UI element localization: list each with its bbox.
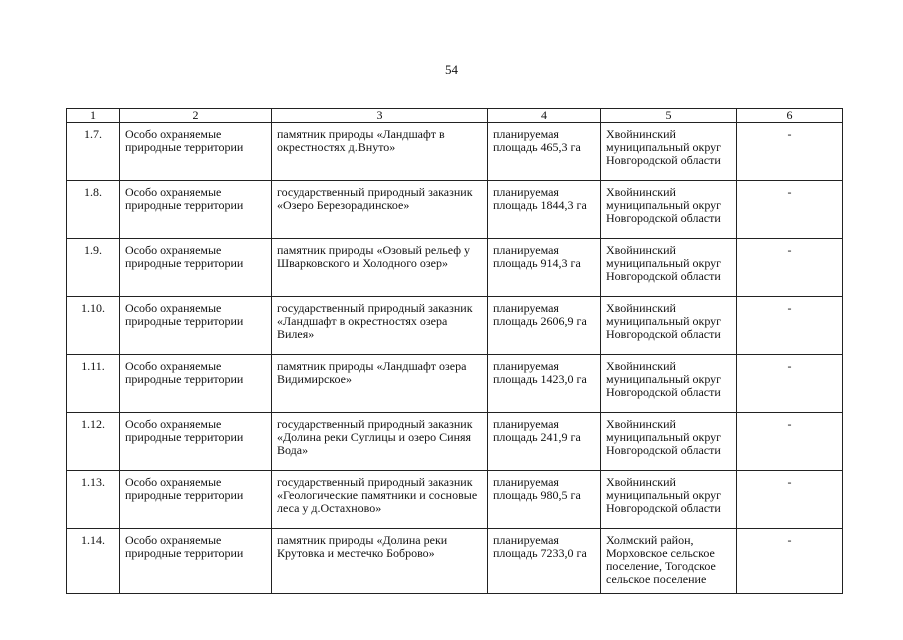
table-header-row: [67, 109, 843, 123]
table-row: [67, 181, 843, 239]
row-category: Особо охраняемые природные территории: [120, 471, 272, 529]
row-location: Хвойнинский муниципальный округ Новгородской области: [601, 471, 737, 529]
row-location: Хвойнинский муниципальный округ Новгородской области: [601, 239, 737, 297]
row-location: Хвойнинский муниципальный округ Новгородской области: [601, 123, 737, 181]
row-note: -: [737, 181, 843, 239]
row-location: Холмский район, Морховское сельское поселение, Тогодское сельское поселение: [601, 529, 737, 594]
row-number: 1.12.: [67, 413, 120, 471]
column-header-1: 1: [67, 109, 120, 123]
row-area: планируемая площадь 2606,9 га: [488, 297, 601, 355]
row-number: 1.14.: [67, 529, 120, 594]
territories-table: [66, 108, 843, 594]
row-location: Хвойнинский муниципальный округ Новгородской области: [601, 355, 737, 413]
row-category: Особо охраняемые природные территории: [120, 181, 272, 239]
table-row: [67, 355, 843, 413]
row-number: 1.7.: [67, 123, 120, 181]
row-category: Особо охраняемые природные территории: [120, 529, 272, 594]
column-header-5: 5: [601, 109, 737, 123]
row-area: планируемая площадь 1423,0 га: [488, 355, 601, 413]
row-area: планируемая площадь 980,5 га: [488, 471, 601, 529]
row-note: -: [737, 297, 843, 355]
row-object-name: памятник природы «Ландшафт в окрестностях д.Внуто»: [272, 123, 488, 181]
row-area: планируемая площадь 914,3 га: [488, 239, 601, 297]
row-area: планируемая площадь 465,3 га: [488, 123, 601, 181]
row-note: -: [737, 413, 843, 471]
row-category: Особо охраняемые природные территории: [120, 239, 272, 297]
row-object-name: государственный природный заказник «Озеро Березорадинское»: [272, 181, 488, 239]
row-category: Особо охраняемые природные территории: [120, 413, 272, 471]
row-object-name: государственный природный заказник «Долина реки Суглицы и озеро Синяя Вода»: [272, 413, 488, 471]
row-area: планируемая площадь 241,9 га: [488, 413, 601, 471]
column-header-4: 4: [488, 109, 601, 123]
row-location: Хвойнинский муниципальный округ Новгородской области: [601, 297, 737, 355]
column-header-2: 2: [120, 109, 272, 123]
row-object-name: государственный природный заказник «Геологические памятники и сосновые леса у д.Остахново»: [272, 471, 488, 529]
row-number: 1.8.: [67, 181, 120, 239]
row-area: планируемая площадь 1844,3 га: [488, 181, 601, 239]
row-object-name: памятник природы «Долина реки Крутовка и местечко Боброво»: [272, 529, 488, 594]
row-note: -: [737, 355, 843, 413]
row-note: -: [737, 529, 843, 594]
table-row: [67, 413, 843, 471]
table-row: [67, 297, 843, 355]
row-number: 1.11.: [67, 355, 120, 413]
row-note: -: [737, 123, 843, 181]
table-row: [67, 529, 843, 594]
row-location: Хвойнинский муниципальный округ Новгородской области: [601, 413, 737, 471]
table-row: [67, 123, 843, 181]
row-category: Особо охраняемые природные территории: [120, 123, 272, 181]
row-area: планируемая площадь 7233,0 га: [488, 529, 601, 594]
row-note: -: [737, 471, 843, 529]
row-object-name: памятник природы «Ландшафт озера Видимирское»: [272, 355, 488, 413]
table-row: [67, 471, 843, 529]
row-object-name: государственный природный заказник «Ландшафт в окрестностях озера Вилея»: [272, 297, 488, 355]
row-number: 1.9.: [67, 239, 120, 297]
row-note: -: [737, 239, 843, 297]
column-header-6: 6: [737, 109, 843, 123]
row-number: 1.10.: [67, 297, 120, 355]
column-header-3: 3: [272, 109, 488, 123]
row-category: Особо охраняемые природные территории: [120, 297, 272, 355]
page-number: 54: [445, 62, 458, 77]
row-number: 1.13.: [67, 471, 120, 529]
row-object-name: памятник природы «Озовый рельеф у Шварковского и Холодного озер»: [272, 239, 488, 297]
row-location: Хвойнинский муниципальный округ Новгородской области: [601, 181, 737, 239]
table-row: [67, 239, 843, 297]
row-category: Особо охраняемые природные территории: [120, 355, 272, 413]
